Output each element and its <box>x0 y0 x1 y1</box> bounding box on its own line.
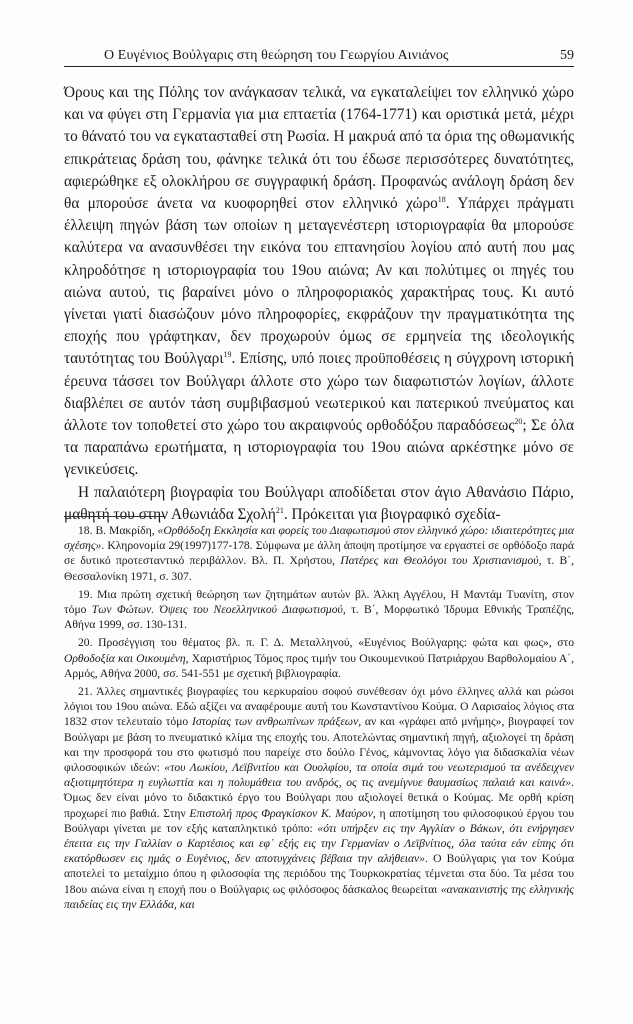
text-run: 21. Άλλες σημαντικές βιογραφίες του κερκυραίου σοφού συνέθεσαν όχι μόνο έλληνες αλλά και ρώσοι λόγιοι του 19ου αιώνα. Εδώ αξίζει να αναφέρουμε αυτή του Κωνσταντίνου Κούμα. Ο Λαρισαίος λόγιος στα 1832 στον τελευταίο τόμο <box>64 685 574 729</box>
text-run: Η παλαιότερη βιογραφία του Βούλγαρι αποδίδεται στον άγιο Αθανάσιο Πάριο, μαθητή του στην Αθωνιάδα Σχολή <box>64 483 574 523</box>
paragraph-2 <box>64 482 574 526</box>
footnote-ref-18: 18 <box>437 194 446 204</box>
italic-run: «του Λωκίου, Λεϊβνιτίου και Ουολφίου, τα οποία σιμά του νεωτερισμού τα ανέδειχνεν αξιοτιμητότερα η ευγλωττία και η πολυμάθεια του ανδρός, ος τις ανεμίγνυε θαυμασίως παλαιά και καινά» <box>64 761 574 790</box>
running-header <box>64 44 574 67</box>
footnote-21 <box>64 684 574 912</box>
footnote-20 <box>64 635 574 681</box>
footnotes <box>64 523 574 912</box>
text-run: , τ. Β΄, Θεσσαλονίκη 1971, σ. 307. <box>64 554 574 583</box>
text-run: 18. Β. Μακρίδη, <box>78 524 158 537</box>
italic-run: Των Φώτων. Όψεις του Νεοελληνικού Διαφωτισμού <box>91 603 343 617</box>
text-run: . Κληρονομία 29(1997)177-178. Σύμφωνα με άλλη άποψη προτίμησε να εργαστεί σε ορθόδοξο παρά σε δυτικό προτεσταντικό περιβάλλον. Βλ. Π. Χρήστου, <box>64 539 574 568</box>
page-number: 59 <box>560 48 574 63</box>
text-run: , Χαριστήριος Τόμος προς τιμήν του Οικουμενικού Πατριάρχου Βαρθολομαίου Α΄, Αρμός, Αθήνα 2000, σσ. 541-551 με σχετική βιβλιογραφία. <box>64 651 574 680</box>
italic-run: «Ορθόδοξη Εκκλησία και φορείς του Διαφωτισμού στον ελληνικό χώρο: ιδιαιτερότητες μια σχέσης» <box>64 524 575 553</box>
paragraph-1 <box>64 82 574 482</box>
footnote-19 <box>64 587 574 633</box>
text-run: 19. Μια πρώτη σχετική θεώρηση των ζητημάτων αυτών βλ. Άλκη Αγγέλου, Η Μαντάμ Τυανίτη, στον τόμο <box>64 587 574 617</box>
italic-run: Ιστορίας των ανθρωπίνων πράξεων <box>191 715 359 729</box>
text-run: , τ. Β΄, Μορφωτικό Ίδρυμα Εθνικής Τραπέζης, Αθήνα 1999, σσ. 130-131. <box>64 603 574 632</box>
footnote-divider <box>64 516 164 517</box>
text-run: , η αποτίμηση του φιλοσοφικού έργου του Βούλγαρι γίνεται με τον εξής καταπληκτικό τρόπο: <box>64 806 575 835</box>
italic-run: «ανακαινιστής της ελληνικής παιδείας εις την Ελλάδα, και <box>64 882 575 911</box>
text-run: . Ο Βούλγαρις για τον Κούμα αποτελεί το μεταίχμιο όπου η φιλοσοφία της περιόδου της Τουρκοκρατίας τέμνεται στα δύο. Τα μέσα του 18ου αιώνα είναι η εποχή που ο Βούλγαρις ως φιλόσοφος δάσκαλος θεωρείται <box>64 852 574 896</box>
text-run: . Υπάρχει πράγματι έλλειψη πηγών βάση των οποίων η μεταγενέστερη ιστοριογραφία θα μπορούσε καλύτερα να ανασυνθέσει την εικόνα του επτανησίου λογίου από αυτή που μας κληροδότησε η ιστοριογραφία του 19ου αιώνα; Αν και πολύτιμες οι πηγές του αιώνα αυτού, τις βαραίνει μόνο ο πληροφοριακός χαρακτήρας τους. Κι αυτό γίνεται γιατί διασώζουν μόνο πληροφορίες, εκφράζουν την πραγματικότητα της εποχής που γράφτηκαν, δεν προχωρούν όμως σε ερμηνεία της ιδεολογικής ταυτότητας του Βούλγαρι <box>64 195 574 368</box>
footnote-ref-19: 19 <box>223 350 232 360</box>
text-run: . Πρόκειται για βιογραφικό σχεδία- <box>283 505 501 523</box>
footnote-18 <box>64 523 574 584</box>
text-run: 20. Προσέγγιση του θέματος βλ. π. Γ. Δ. Μεταλληνού, «Ευγένιος Βούλγαρης: φώτα και φως», στο <box>78 636 574 650</box>
text-run: Όρους και της Πόλης τον ανάγκασαν τελικά, να εγκαταλείψει τον ελληνικό χώρο και να φύγει στη Γερμανία για μια επταετία (1764-1771) και οριστικά μετά, μέχρι το θάνατό του να εγκατασταθεί στη Ρωσία. Η μακρυά από τα όρια της οθωμανικής επικράτειας δράση του, φάνηκε τελικά ότι του έδωσε περισσότερες δυνατότητες, αφιερώθηκε εξ ολοκλήρου σε συγγραφική δράση. Προφανώς ανάλογη δράση δεν θα μπορούσε άνετα να κυοφορηθεί στον ελληνικό χώρο <box>64 84 574 213</box>
italic-run: Επιστολή προς Φραγκίσκον Κ. Μαύρον <box>189 806 373 820</box>
running-title: Ο Ευγένιος Βούλγαρις στη θεώρηση του Γεωργίου Αινιάνος <box>104 48 449 63</box>
text-run: , αν και «γράφει από μνήμης», βιογραφεί τον Βούλγαρι με βάση το πνευματικό κλίμα της εποχής του. Αποτελώντας σημαντική πηγή, αξιολογεί τη δράση και την προσφορά του στο φωτισμό που παρείχε στο δούλο Γένος, κάμνοντας λόγο για διδασκαλία νέων φιλοσοφικών ιδεών: <box>64 715 574 775</box>
text-run: . Όμως δεν είναι μόνο το διδακτικό έργο του Βούλγαρι που αξιολογεί θετικά ο Κούμας. Με ορθή κρίση προχωρεί πιο βαθιά. Στην <box>64 776 574 820</box>
italic-run: Ορθοδοξία και Οικουμένη <box>64 651 186 665</box>
footnote-ref-20: 20 <box>514 416 523 426</box>
italic-run: Πατέρες και Θεολόγοι του Χριστιανισμού <box>340 554 539 568</box>
text-run: ; Σε όλα τα παραπάνω ερωτήματα, η ιστοριογραφία του 19ου αιώνα αρκέστηκε μόνο σε γενικεύσεις. <box>64 417 574 479</box>
italic-run: «ότι υπήρξεν εις την Αγγλίαν ο Βάκων, ότι ενήργησεν έπειτα εις την Γαλλίαν ο Καρτέσιος και εφ᾽ εξής εις την Γερμανίαν ο Λεϊβνίτιος, όλα ταύτα εάν είπης ότι εκατόρθωσεν εις ημάς ο Ευγένιος, δεν αποτυγχάνεις βέβαια την αλήθειαν» <box>64 821 574 866</box>
footnote-ref-21: 21 <box>275 505 284 515</box>
main-text <box>64 82 574 526</box>
text-run: . Επίσης, υπό ποιες προϋποθέσεις η σύγχρονη ιστορική έρευνα τάσσει τον Βούλγαρι άλλοτε στο χώρο των διαφωτιστών λογίων, άλλοτε διαβλέπει σε αυτόν τάση συμβιβασμού νεωτερικού και πατερικού πνεύματος και άλλοτε τον τοποθετεί στο χώρο του ακραιφνούς ορθοδόξου παραδόσεως <box>64 350 575 435</box>
